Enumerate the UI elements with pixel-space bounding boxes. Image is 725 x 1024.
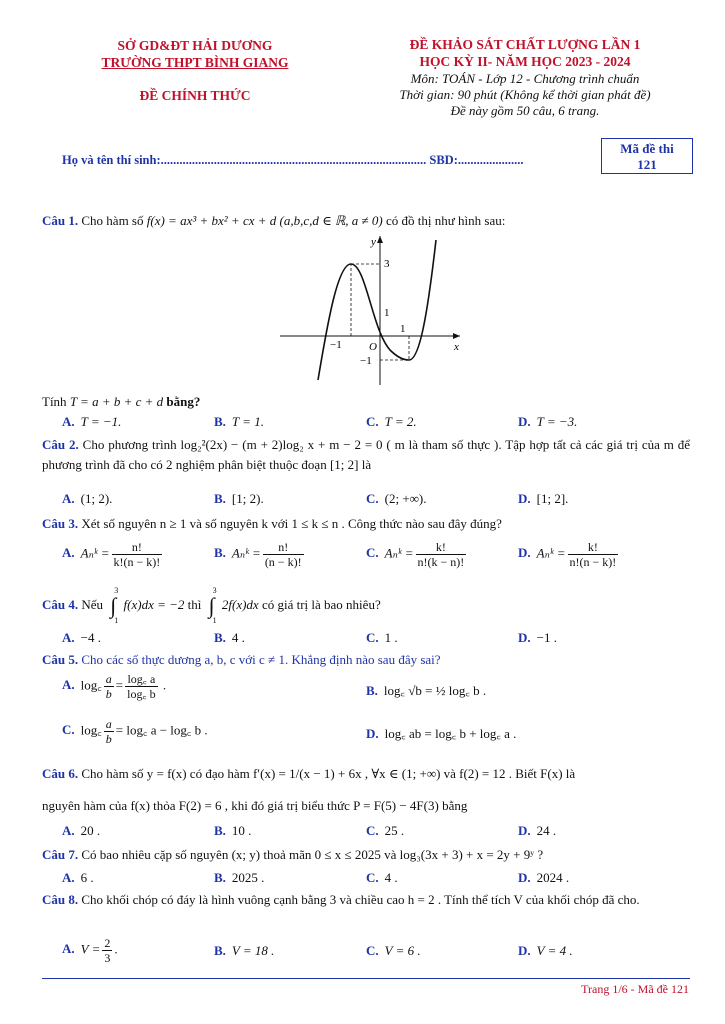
- exam-code-box: [601, 138, 693, 174]
- integral-upper: 3: [212, 586, 217, 596]
- option-text: 25 .: [384, 823, 405, 838]
- q1-ask-b: bằng?: [166, 394, 201, 409]
- frac-den: n!(k − n)!: [417, 555, 465, 569]
- option-key: C.: [366, 943, 379, 958]
- frac-den: log꜀ b: [127, 687, 156, 701]
- option-lhs: Aₙᵏ =: [536, 545, 566, 561]
- q6-option-b[interactable]: [214, 822, 251, 840]
- q5-text: Cho các số thực dương a, b, c với c ≠ 1. Khẳng định nào sau đây sai?: [81, 652, 441, 667]
- option-key: D.: [366, 726, 379, 741]
- official-label: ĐỀ CHÍNH THỨC: [139, 88, 251, 103]
- option-text: [1; 2].: [536, 491, 569, 506]
- frac-den: k!(n − k)!: [113, 555, 161, 569]
- q2-option-d[interactable]: [518, 490, 568, 508]
- question-label: Câu 5.: [42, 652, 79, 667]
- option-text: 6 .: [80, 870, 94, 885]
- x-axis-label: x: [454, 341, 459, 353]
- frac-num: 2: [104, 936, 111, 950]
- q4-text-c: có giá trị là bao nhiêu?: [261, 597, 381, 612]
- q8-option-d[interactable]: [518, 942, 573, 960]
- tick-y-3: 3: [384, 258, 390, 270]
- frac-num: a: [105, 672, 112, 686]
- q4-text-b: thì: [187, 597, 202, 612]
- option-lhs: log꜀: [80, 722, 102, 738]
- q1-text-a: Cho hàm số: [81, 213, 144, 228]
- q8-option-c[interactable]: [366, 942, 421, 960]
- dept-name: SỞ GD&ĐT HẢI DƯƠNG: [117, 38, 273, 53]
- option-key: A.: [62, 414, 75, 429]
- q5-option-a[interactable]: A. log꜀ $\frac{a}{b}$ = $\frac{\log꜀ a}{\log꜀ b}$ .: [62, 672, 167, 701]
- option-lhs: log꜀: [80, 677, 102, 693]
- q8-text: Cho khối chóp có đáy là hình vuông cạnh bằng 3 và chiều cao h = 2 . Tính thể tích V của khối chóp đã cho.: [81, 892, 640, 907]
- option-text: (2; +∞).: [384, 491, 427, 506]
- y-axis-label: y: [371, 236, 376, 248]
- option-key: D.: [518, 545, 531, 561]
- option-key: C.: [366, 630, 379, 645]
- integral-sign: ∫ 3 1: [110, 586, 119, 626]
- option-key: C.: [366, 545, 379, 561]
- frac-den: 3: [104, 951, 111, 965]
- q6-option-c[interactable]: [366, 822, 404, 840]
- q5-option-c[interactable]: [62, 717, 208, 746]
- question-1: [42, 211, 690, 231]
- option-text: 2025 .: [231, 870, 265, 885]
- q2-option-c[interactable]: [366, 490, 427, 508]
- option-key: D.: [518, 414, 531, 429]
- option-key: C.: [366, 491, 379, 506]
- q7-option-a[interactable]: [62, 869, 94, 887]
- option-lhs: V =: [80, 941, 101, 957]
- option-key: B.: [214, 943, 226, 958]
- option-text: (1; 2).: [80, 491, 113, 506]
- option-key: A.: [62, 823, 75, 838]
- q5-option-b[interactable]: [366, 682, 486, 700]
- frac-num: log꜀ a: [125, 672, 158, 687]
- frac-num: k!: [568, 540, 619, 555]
- option-text: −4 .: [80, 630, 101, 645]
- frac-num: n!: [263, 540, 304, 555]
- q1-ask: [42, 392, 690, 412]
- q1-option-d[interactable]: [518, 413, 577, 431]
- q6-option-d[interactable]: [518, 822, 556, 840]
- integral-lower: 1: [212, 616, 217, 626]
- q6-line-2: nguyên hàm của f(x) thỏa F(2) = 6 , khi đó giá trị biểu thức P = F(5) − 4F(3) bằng: [42, 798, 468, 813]
- exam-code-label: Mã đề thi: [620, 141, 674, 156]
- frac-num: n!: [112, 540, 163, 555]
- option-text: 24 .: [536, 823, 557, 838]
- question-label: Câu 1.: [42, 213, 79, 228]
- q8-option-a[interactable]: A. V = $\frac{2}{3}$ .: [62, 936, 118, 965]
- option-key: A.: [62, 677, 75, 693]
- option-text: 1 .: [384, 630, 398, 645]
- q4-option-d[interactable]: [518, 629, 557, 647]
- question-3: [42, 514, 690, 534]
- option-text: V = 18 .: [231, 943, 275, 958]
- q1-formula: f(x) = ax³ + bx² + cx + d (a,b,c,d ∈ ℝ, a ≠ 0): [146, 213, 383, 228]
- option-key: D.: [518, 870, 531, 885]
- option-key: C.: [366, 823, 379, 838]
- question-2: [42, 435, 690, 475]
- frac-num: a: [105, 717, 112, 731]
- option-key: C.: [366, 414, 379, 429]
- option-text: 4 .: [384, 870, 398, 885]
- option-key: A.: [62, 870, 75, 885]
- q2-option-a[interactable]: [62, 490, 112, 508]
- option-key: B.: [366, 683, 378, 698]
- q3-option-d[interactable]: [518, 540, 620, 569]
- q5-option-d[interactable]: [366, 725, 516, 743]
- question-8: [42, 890, 690, 910]
- option-lhs: Aₙᵏ =: [231, 545, 261, 561]
- option-lhs: Aₙᵏ =: [80, 545, 110, 561]
- option-key: B.: [214, 491, 226, 506]
- option-text: T = −1.: [80, 414, 122, 429]
- option-key: B.: [214, 414, 226, 429]
- option-text: −1 .: [536, 630, 557, 645]
- footer-rule: [42, 978, 690, 979]
- option-text: [1; 2).: [231, 491, 264, 506]
- exam-subject: Môn: TOÁN - Lớp 12 - Chương trình chuẩn: [410, 71, 640, 86]
- tick-x-1: 1: [400, 323, 406, 335]
- question-label: Câu 3.: [42, 516, 79, 531]
- question-label: Câu 4.: [42, 597, 79, 612]
- option-key: D.: [518, 491, 531, 506]
- frac-den: b: [105, 732, 112, 746]
- option-lhs: Aₙᵏ =: [384, 545, 414, 561]
- option-text: V = 6 .: [384, 943, 421, 958]
- origin-label: O: [369, 341, 377, 353]
- option-text: log꜀ √b = ½ log꜀ b .: [383, 683, 487, 698]
- student-info-line: Họ và tên thí sinh:..................................................................................... SBD:.....................: [62, 153, 524, 167]
- q7-option-c[interactable]: [366, 869, 398, 887]
- school-name: TRƯỜNG THPT BÌNH GIANG: [101, 55, 289, 70]
- exam-code-value: 121: [637, 157, 657, 172]
- option-key: B.: [214, 630, 226, 645]
- question-label: Câu 2.: [42, 437, 79, 452]
- question-label: Câu 8.: [42, 892, 79, 907]
- tick-x-minus1: −1: [330, 339, 342, 351]
- q3-option-c[interactable]: [366, 540, 468, 569]
- option-key: D.: [518, 823, 531, 838]
- option-key: C.: [62, 722, 75, 738]
- question-5: [42, 650, 690, 670]
- frac-den: n!(n − k)!: [569, 555, 617, 569]
- q3-option-b[interactable]: [214, 540, 306, 569]
- q4-option-b[interactable]: [214, 629, 245, 647]
- frac-den: (n − k)!: [264, 555, 302, 569]
- frac-den: b: [105, 687, 112, 701]
- question-4: [42, 586, 690, 626]
- q1-option-a[interactable]: [62, 413, 121, 431]
- q4-integral-2: 2f(x)dx: [221, 597, 259, 612]
- q4-integral-1: f(x)dx = −2: [123, 597, 185, 612]
- option-key: A.: [62, 630, 75, 645]
- option-text: T = 2.: [384, 414, 417, 429]
- question-label: Câu 7.: [42, 847, 79, 862]
- option-key: D.: [518, 943, 531, 958]
- option-key: A.: [62, 545, 75, 561]
- q6-line-1: Cho hàm số y = f(x) có đạo hàm f′(x) = 1/(x − 1) + 6x , ∀x ∈ (1; +∞) và f(2) = 12 . Biết F(x) là: [81, 766, 576, 781]
- q3-option-a[interactable]: [62, 540, 164, 569]
- option-text: 20 .: [80, 823, 101, 838]
- integral-lower: 1: [114, 616, 119, 626]
- option-key: B.: [214, 545, 226, 561]
- question-7: [42, 845, 690, 865]
- q2-option-b[interactable]: [214, 490, 264, 508]
- cubic-graph: [280, 230, 470, 390]
- exam-time: Thời gian: 90 phút (Không kể thời gian phát đề): [399, 87, 651, 102]
- option-text: log꜀ ab = log꜀ b + log꜀ a .: [384, 726, 517, 741]
- q6-option-a[interactable]: [62, 822, 100, 840]
- option-eq: =: [115, 677, 124, 693]
- q1-ask-formula: T = a + b + c + d: [69, 394, 164, 409]
- q1-option-b[interactable]: [214, 413, 264, 431]
- option-text: T = 1.: [231, 414, 264, 429]
- exam-term: HỌC KỲ II- NĂM HỌC 2023 - 2024: [419, 54, 631, 69]
- q3-text: Xét số nguyên n ≥ 1 và số nguyên k với 1 ≤ k ≤ n . Công thức nào sau đây đúng?: [81, 516, 502, 531]
- integral-sign: ∫ 3 1: [208, 586, 217, 626]
- q1-text-b: có đồ thị như hình sau:: [386, 213, 506, 228]
- q4-text-a: Nếu: [81, 597, 104, 612]
- option-key: A.: [62, 941, 75, 957]
- q8-option-b[interactable]: [214, 942, 274, 960]
- option-text: 2024 .: [536, 870, 570, 885]
- option-text: = log꜀ a − log꜀ b .: [115, 722, 208, 738]
- tick-y-minus1: −1: [360, 355, 372, 367]
- option-key: B.: [214, 870, 226, 885]
- option-text: T = −3.: [536, 414, 578, 429]
- q1-ask-a: Tính: [42, 394, 67, 409]
- option-text: 4 .: [231, 630, 245, 645]
- option-text: 10 .: [231, 823, 252, 838]
- q7-option-d[interactable]: [518, 869, 569, 887]
- cubic-curve: [318, 240, 436, 380]
- tick-y-1: 1: [384, 307, 390, 319]
- q4-option-c[interactable]: [366, 629, 398, 647]
- option-key: A.: [62, 491, 75, 506]
- option-text: V = 4 .: [536, 943, 573, 958]
- frac-num: k!: [416, 540, 467, 555]
- question-6: [42, 764, 690, 784]
- integral-upper: 3: [114, 586, 119, 596]
- question-label: Câu 6.: [42, 766, 79, 781]
- q4-option-a[interactable]: [62, 629, 101, 647]
- question-6-line-2: [42, 796, 690, 816]
- q7-text: Có bao nhiêu cặp số nguyên (x; y) thoả mãn 0 ≤ x ≤ 2025 và log₃(3x + 3) + x = 2y + 9ʸ ?: [81, 847, 544, 862]
- exam-title: ĐỀ KHẢO SÁT CHẤT LƯỢNG LẦN 1: [409, 37, 641, 52]
- option-key: B.: [214, 823, 226, 838]
- page-footer: Trang 1/6 - Mã đề 121: [581, 982, 689, 996]
- option-key: D.: [518, 630, 531, 645]
- q7-option-b[interactable]: [214, 869, 264, 887]
- exam-count: Đề này gồm 50 câu, 6 trang.: [450, 103, 600, 118]
- q2-text: Cho phương trình log₂²(2x) − (m + 2)log₂ x + m − 2 = 0 ( m là tham số thực ). Tập hợp tất cả các giá trị của m để phương trình đã cho có 2 nghiệm phân biệt thuộc đoạn [1; 2] là: [42, 437, 691, 472]
- q1-option-c[interactable]: [366, 413, 417, 431]
- option-key: C.: [366, 870, 379, 885]
